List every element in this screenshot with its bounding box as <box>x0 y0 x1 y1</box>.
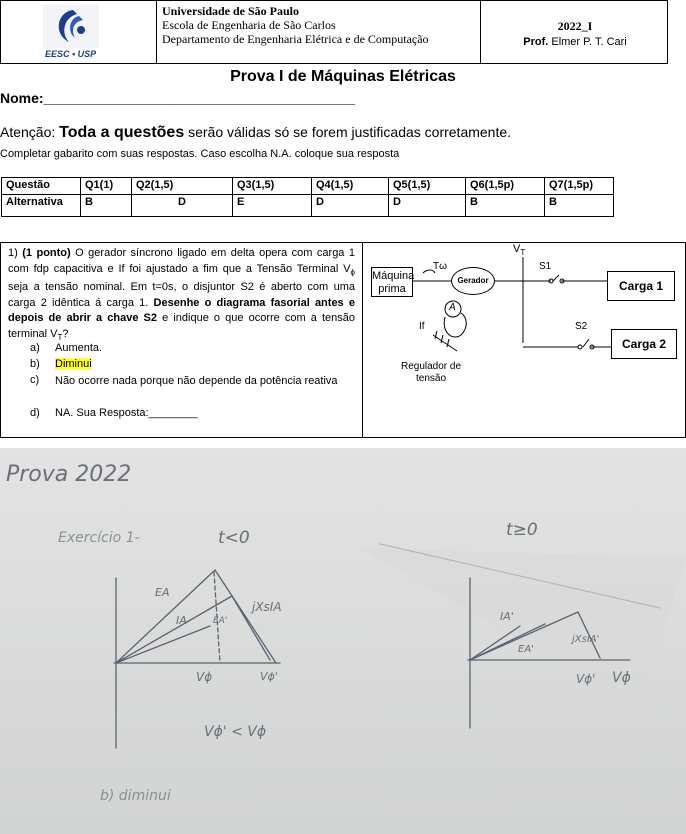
time-after-label: t≥0 <box>506 520 538 540</box>
answer-table <box>1 177 614 217</box>
load-1-box: Carga 1 <box>607 271 675 301</box>
course-cell <box>481 1 669 63</box>
table-header-cell: Q3(1,5) <box>233 178 312 195</box>
answer-cell[interactable]: B <box>81 195 132 217</box>
circuit-diagram <box>362 243 686 437</box>
torque-label: Tω <box>433 261 447 272</box>
answer-table-header <box>2 178 614 195</box>
table-header-cell: Q4(1,5) <box>312 178 389 195</box>
answer-cell[interactable]: D <box>132 195 233 217</box>
name-field[interactable]: Nome:________________________________________ <box>0 90 356 106</box>
answer-table-row <box>2 195 614 217</box>
vt-label: $V_T$ <box>513 243 526 258</box>
table-header-cell: Questão <box>2 178 81 195</box>
table-header-cell: Q2(1,5) <box>132 178 233 195</box>
table-header-cell: Q7(1,5p) <box>545 178 614 195</box>
option-c[interactable]: c) Não ocorre nada porque não depende da potência reativa <box>30 374 338 387</box>
exam-title: Prova I de Máquinas Elétricas <box>230 68 456 85</box>
option-a[interactable]: a) Aumenta. <box>30 342 103 354</box>
switch-s1-label: S1 <box>539 261 552 272</box>
eesc-logo-icon <box>43 4 99 48</box>
header-table <box>0 0 668 64</box>
option-b[interactable]: b) Diminui <box>30 358 92 370</box>
answer-cell[interactable]: B <box>545 195 614 217</box>
logo-cell <box>1 1 157 63</box>
option-d[interactable]: d) NA. Sua Resposta:________ <box>30 407 198 419</box>
ammeter-label: A <box>449 302 456 313</box>
phasor-vphi-prime-label: Vϕ' <box>260 670 278 683</box>
time-before-label: t<0 <box>218 528 250 548</box>
handwritten-answer-photo <box>0 448 686 834</box>
voltage-regulator-label: Regulador de tensão <box>400 361 462 384</box>
phasor-jxsia-prime-label: jXsIA' <box>572 634 600 645</box>
prime-mover-box: Máquina prima <box>371 267 413 297</box>
handwritten-heading: Prova 2022 <box>6 462 132 487</box>
phasor-jxsia-label: jXsIA <box>252 600 282 614</box>
phasor-ia-label: IA <box>176 614 187 627</box>
department-name: Departamento de Engenharia Elétrica e de Computação <box>162 32 429 46</box>
instruction-text: Completar gabarito com suas respostas. Caso escolha N.A. coloque sua resposta <box>0 148 400 160</box>
university-name: Universidade de São Paulo <box>162 4 300 18</box>
phasor-ea-prime-label: EA' <box>213 616 228 626</box>
answer-cell[interactable]: B <box>466 195 545 217</box>
exercise-label: Exercício 1- <box>58 530 140 546</box>
answer-cell[interactable]: D <box>389 195 466 217</box>
professor: Prof. Elmer P. T. Cari <box>523 36 627 48</box>
switch-s2-label: S2 <box>575 321 588 332</box>
generator-symbol: Gerador <box>451 267 495 295</box>
load-2-box: Carga 2 <box>611 329 677 359</box>
attention-note: Atenção: Toda a questões serão válidas só se forem justificadas corretamente. <box>0 124 512 141</box>
phasor-vphi-prime-right-label: Vϕ' <box>576 672 596 686</box>
voltage-comparison: Vϕ' < Vϕ <box>204 724 267 740</box>
exam-period: 2022_I <box>557 19 593 33</box>
professor-name: Elmer P. T. Cari <box>551 36 627 48</box>
handwritten-answer: b) diminui <box>100 788 171 804</box>
phasor-ea-label: EA <box>155 586 170 599</box>
school-name: Escola de Engenharia de São Carlos <box>162 18 336 32</box>
table-header-cell: Q1(1) <box>81 178 132 195</box>
phasor-vphi-right-label: Vϕ <box>612 670 631 686</box>
table-header-cell: Q5(1,5) <box>389 178 466 195</box>
institution-cell <box>156 1 481 63</box>
logo-text: EESC • USP <box>45 49 97 59</box>
phasor-ea-prime-right-label: EA' <box>518 644 534 655</box>
phasor-vphi-label: Vϕ <box>196 670 213 684</box>
question-text: 1) (1 ponto) O gerador síncrono ligado em delta opera com carga 1 com fdp capacitiva e If foi ajustado a fim que a Tensão Terminal $V_\phi$ seja a tensão nominal. Em t=0s, o disjuntor S2 é aberto com uma carga 2 idêntica á carga 1. Desenhe o diagrama fasorial antes e depois de abrir a chave S2 e indique o que ocorre com a tensão terminal $V_T$? <box>8 247 355 342</box>
table-header-cell: Q6(1,5p) <box>466 178 545 195</box>
answer-cell[interactable]: D <box>312 195 389 217</box>
phasor-ia-prime-label: IA' <box>500 610 514 623</box>
answer-cell[interactable]: E <box>233 195 312 217</box>
field-current-label: If <box>419 321 425 332</box>
table-row-label: Alternativa <box>2 195 81 217</box>
